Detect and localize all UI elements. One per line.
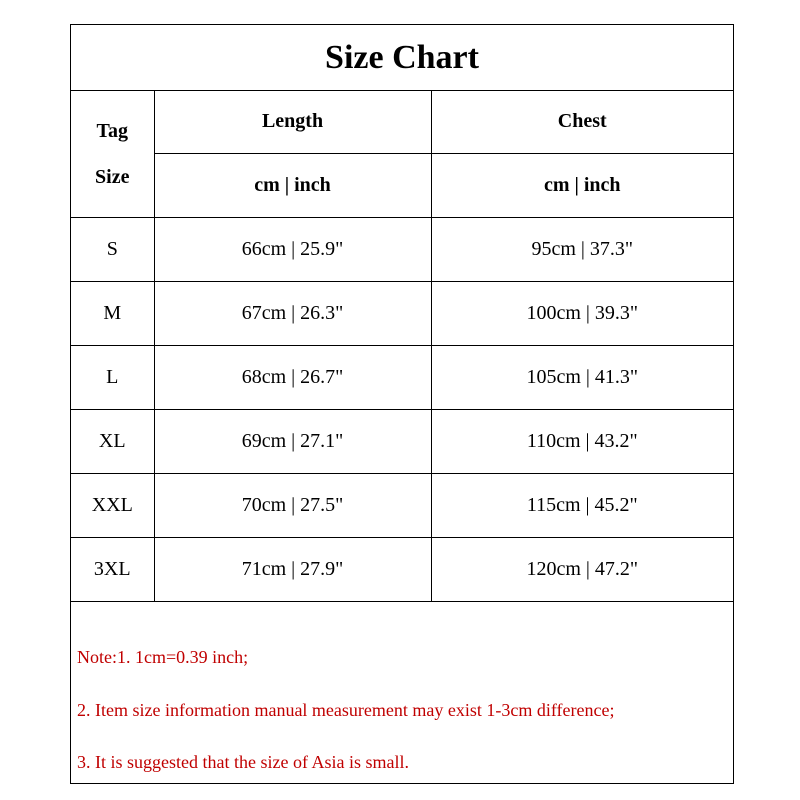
length-cell: 69cm | 27.1" bbox=[154, 410, 431, 474]
chart-title: Size Chart bbox=[71, 25, 733, 91]
note-3: 3. It is suggested that the size of Asia is small. bbox=[77, 752, 409, 772]
table-row bbox=[71, 474, 733, 538]
tag-size-header bbox=[71, 90, 154, 218]
table-row bbox=[71, 346, 733, 410]
length-unit-header: cm | inch bbox=[154, 154, 431, 218]
header-row bbox=[71, 90, 733, 154]
chest-header: Chest bbox=[431, 90, 733, 154]
tag-header-line1: Tag bbox=[96, 119, 128, 142]
chest-cell: 120cm | 47.2" bbox=[431, 538, 733, 602]
length-cell: 68cm | 26.7" bbox=[154, 346, 431, 410]
note-2: 2. Item size information manual measurement may exist 1-3cm difference; bbox=[77, 700, 615, 720]
table-row bbox=[71, 218, 733, 282]
chest-unit-header: cm | inch bbox=[431, 154, 733, 218]
size-cell: L bbox=[71, 346, 154, 410]
size-cell: S bbox=[71, 218, 154, 282]
size-cell: XXL bbox=[71, 474, 154, 538]
chest-cell: 115cm | 45.2" bbox=[431, 474, 733, 538]
length-cell: 70cm | 27.5" bbox=[154, 474, 431, 538]
notes-section bbox=[71, 605, 733, 783]
chest-cell: 100cm | 39.3" bbox=[431, 282, 733, 346]
length-cell: 71cm | 27.9" bbox=[154, 538, 431, 602]
tag-header-line2: Size bbox=[95, 165, 130, 188]
size-cell: 3XL bbox=[71, 538, 154, 602]
size-cell: XL bbox=[71, 410, 154, 474]
table-row bbox=[71, 282, 733, 346]
chest-cell: 110cm | 43.2" bbox=[431, 410, 733, 474]
note-1: Note:1. 1cm=0.39 inch; bbox=[77, 647, 249, 667]
chest-cell: 105cm | 41.3" bbox=[431, 346, 733, 410]
length-cell: 66cm | 25.9" bbox=[154, 218, 431, 282]
size-table bbox=[71, 90, 733, 602]
chest-cell: 95cm | 37.3" bbox=[431, 218, 733, 282]
table-row bbox=[71, 538, 733, 602]
length-cell: 67cm | 26.3" bbox=[154, 282, 431, 346]
size-cell: M bbox=[71, 282, 154, 346]
length-header: Length bbox=[154, 90, 431, 154]
unit-row bbox=[71, 154, 733, 218]
table-row bbox=[71, 410, 733, 474]
size-chart bbox=[70, 24, 734, 784]
